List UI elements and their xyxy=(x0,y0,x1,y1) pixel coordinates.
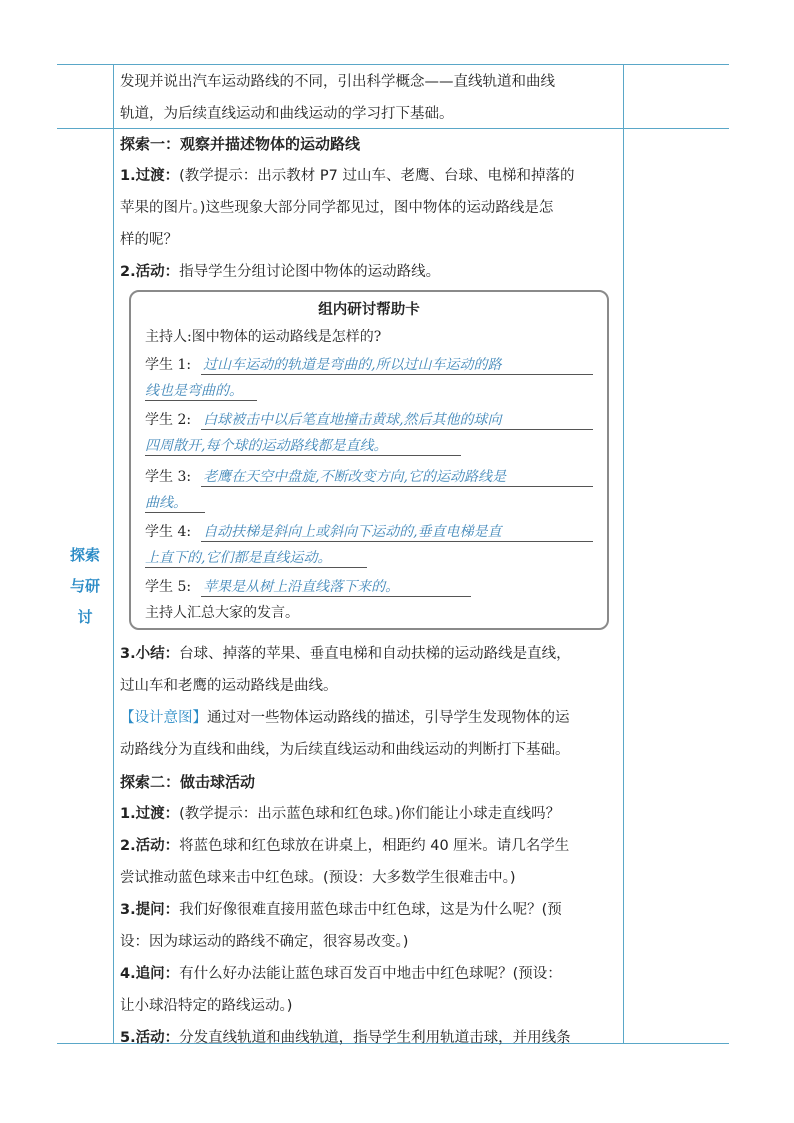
top-row-text xyxy=(120,66,618,130)
explore2-step1 xyxy=(120,798,618,830)
step-text: 苹果的图片。)这些现象大部分同学都见过，图中物体的运动路线是怎 xyxy=(120,200,554,216)
student-answer: 老鹰在天空中盘旋,不断改变方向,它的运动路线是 xyxy=(203,469,506,485)
design-intent-text: 动路线分为直线和曲线，为后续直线运动和曲线运动的判断打下基础。 xyxy=(120,742,570,758)
student-label: 学生 4: xyxy=(145,524,192,540)
step-text: 指导学生分组讨论图中物体的运动路线。 xyxy=(179,264,441,280)
explore1-heading: 探索一：观察并描述物体的运动路线 xyxy=(120,135,361,153)
student-answer: 四周散开,每个球的运动路线都是直线。 xyxy=(145,438,388,454)
summary-line xyxy=(120,638,618,670)
card-host-summary: 主持人汇总大家的发言。 xyxy=(145,605,299,621)
table-rule-top xyxy=(57,64,729,65)
explore2-step5 xyxy=(120,1022,618,1054)
summary-line: 过山车和老鹰的运动路线是曲线。 xyxy=(120,678,338,694)
step-text: 让小球沿特定的路线运动。) xyxy=(120,998,293,1014)
explore2-block xyxy=(120,638,618,1054)
explore2-heading: 探索二：做击球活动 xyxy=(120,773,256,791)
answer-underline xyxy=(145,567,367,568)
student-answer: 曲线。 xyxy=(145,495,187,511)
step-text: 有什么好办法能让蓝色球百发百中地击中红色球呢？(预设： xyxy=(179,966,562,982)
student-label: 学生 1: xyxy=(145,357,192,373)
top-row-line: 轨道，为后续直线运动和曲线运动的学习打下基础。 xyxy=(120,106,454,122)
student-answer: 线也是弯曲的。 xyxy=(145,383,243,399)
step-text: 设：因为球运动的路线不确定，很容易改变。) xyxy=(120,934,409,950)
explore2-step2 xyxy=(120,830,618,862)
student-answer: 苹果是从树上沿直线落下来的。 xyxy=(203,579,400,595)
answer-underline xyxy=(145,455,461,456)
section-label-line: 讨 xyxy=(77,608,93,626)
answer-underline xyxy=(201,374,593,375)
explore1-step1 xyxy=(120,160,618,192)
step-label: 1.过渡： xyxy=(120,806,180,822)
step-text: 我们好像很难直接用蓝色球击中红色球，这是为什么呢？(预 xyxy=(179,902,562,918)
table-col-divider-left xyxy=(113,64,114,1043)
explore1-block xyxy=(120,128,618,288)
explore2-step3 xyxy=(120,894,618,926)
student-answer: 过山车运动的轨道是弯曲的,所以过山车运动的路 xyxy=(203,357,502,373)
step-text: 将蓝色球和红色球放在讲桌上，相距约 40 厘米。请几名学生 xyxy=(179,838,570,854)
student-answer: 上直下的,它们都是直线运动。 xyxy=(145,550,332,566)
step-label: 2.活动： xyxy=(120,838,180,854)
answer-underline xyxy=(145,400,257,401)
step-text: 分发直线轨道和曲线轨道，指导学生利用轨道击球，并用线条 xyxy=(179,1030,571,1046)
step-text: (教学提示：出示蓝色球和红色球。)你们能让小球走直线吗？ xyxy=(179,806,561,822)
step-label: 2.活动： xyxy=(120,264,180,280)
student-label: 学生 3: xyxy=(145,469,192,485)
step-label: 5.活动： xyxy=(120,1030,180,1046)
explore2-step4 xyxy=(120,958,618,990)
answer-underline xyxy=(201,596,471,597)
step-label: 1.过渡： xyxy=(120,168,180,184)
step-label: 3.提问： xyxy=(120,902,180,918)
step-label: 4.追问： xyxy=(120,966,180,982)
step-text: (教学提示：出示教材 P7 过山车、老鹰、台球、电梯和掉落的 xyxy=(179,168,575,184)
student-label: 学生 2: xyxy=(145,412,192,428)
answer-underline xyxy=(201,429,593,430)
step-label: 3.小结： xyxy=(120,646,180,662)
student-answer: 白球被击中以后笔直地撞击黄球,然后其他的球向 xyxy=(203,412,502,428)
top-row-line: 发现并说出汽车运动路线的不同，引出科学概念——直线轨道和曲线 xyxy=(120,74,555,90)
answer-underline xyxy=(201,541,593,542)
section-label-explore xyxy=(62,540,108,633)
answer-underline xyxy=(145,512,205,513)
section-label-line: 探索 xyxy=(69,546,100,564)
design-intent xyxy=(120,702,618,734)
step-text: 样的呢？ xyxy=(120,232,178,248)
answer-underline xyxy=(201,486,593,487)
card-host-question: 主持人:图中物体的运动路线是怎样的? xyxy=(145,329,382,345)
card-title: 组内研讨帮助卡 xyxy=(318,302,420,318)
discussion-help-card xyxy=(129,290,609,630)
student-label: 学生 5: xyxy=(145,579,192,595)
design-intent-text: 通过对一些物体运动路线的描述，引导学生发现物体的运 xyxy=(207,710,570,726)
student-answer: 自动扶梯是斜向上或斜向下运动的,垂直电梯是直 xyxy=(203,524,502,540)
section-label-line: 与研 xyxy=(69,577,100,595)
step-text: 尝试推动蓝色球来击中红色球。(预设：大多数学生很难击中。) xyxy=(120,870,516,886)
table-col-divider-right xyxy=(623,64,624,1043)
step-text: 台球、掉落的苹果、垂直电梯和自动扶梯的运动路线是直线， xyxy=(179,646,571,662)
design-intent-tag: 【设计意图】 xyxy=(120,710,207,726)
explore1-step2 xyxy=(120,256,618,288)
